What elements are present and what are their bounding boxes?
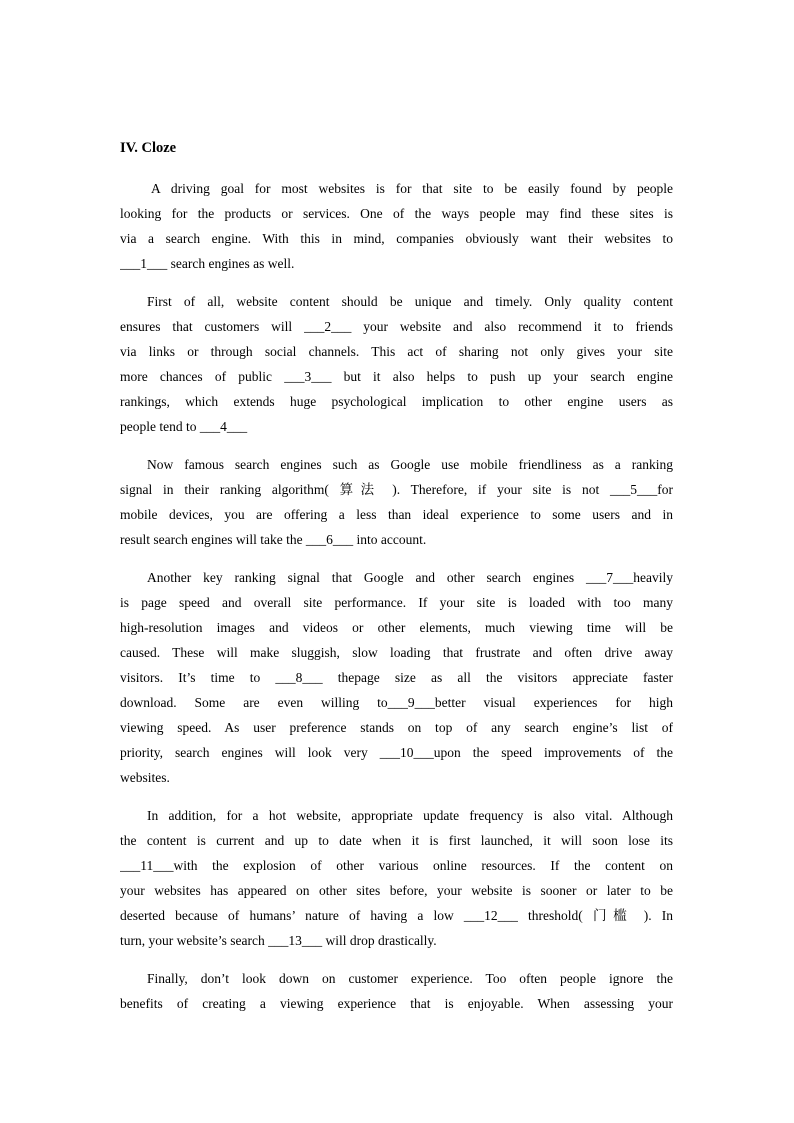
text-line: high-resolution images and videos or other elements, much viewing time will be	[120, 620, 673, 635]
text-line: viewing speed. As user preference stands on top of any search engine’s list of	[120, 720, 673, 735]
paragraph-4	[120, 565, 673, 790]
text-line: Now famous search engines such as Google use mobile friendliness as a ranking	[147, 457, 673, 472]
paragraph-2	[120, 289, 673, 439]
text-line: mobile devices, you are offering a less than ideal experience to some users and in	[120, 507, 673, 522]
text-line: via links or through social channels. This act of sharing not only gives your site	[120, 344, 673, 359]
text-line: websites.	[120, 770, 170, 785]
text-line: people tend to ___4___	[120, 419, 248, 434]
text-line: signal in their ranking algorithm( 算法 ). Therefore, if your site is not ___5___for	[120, 482, 673, 497]
text-line: deserted because of humans’ nature of having a low ___12___ threshold( 门槛 ). In	[120, 908, 673, 923]
text-line: download. Some are even willing to___9___better visual experiences for high	[120, 695, 673, 710]
text-line: A driving goal for most websites is for that site to be easily found by people	[151, 181, 673, 196]
text-line: caused. These will make sluggish, slow loading that frustrate and often drive away	[120, 645, 673, 660]
text-line: via a search engine. With this in mind, companies obviously want their websites to	[120, 231, 673, 246]
text-line: First of all, website content should be unique and timely. Only quality content	[147, 294, 673, 309]
text-line: Finally, don’t look down on customer experience. Too often people ignore the	[147, 971, 673, 986]
text-line: is page speed and overall site performance. If your site is loaded with too many	[120, 595, 673, 610]
text-line: benefits of creating a viewing experience that is enjoyable. When assessing your	[120, 996, 673, 1011]
text-line: rankings, which extends huge psychological implication to other engine users as	[120, 394, 673, 409]
text-line: ___1___ search engines as well.	[120, 256, 295, 271]
paragraph-3	[120, 452, 673, 552]
text-line: the content is current and up to date when it is first launched, it will soon lose its	[120, 833, 673, 848]
text-line: Another key ranking signal that Google and other search engines ___7___heavily	[147, 570, 673, 585]
text-line: In addition, for a hot website, appropriate update frequency is also vital. Although	[147, 808, 673, 823]
document-page	[120, 139, 673, 1029]
text-line: priority, search engines will look very ___10___upon the speed improvements of the	[120, 745, 673, 760]
text-line: turn, your website’s search ___13___ will drop drastically.	[120, 933, 437, 948]
text-line: more chances of public ___3___ but it also helps to push up your search engine	[120, 369, 673, 384]
text-line: result search engines will take the ___6___ into account.	[120, 532, 427, 547]
text-line: visitors. It’s time to ___8___ thepage size as all the visitors appreciate faster	[120, 670, 673, 685]
text-line: ensures that customers will ___2___ your website and also recommend it to friends	[120, 319, 673, 334]
paragraph-1	[120, 176, 673, 276]
paragraph-5	[120, 803, 673, 953]
text-line: ___11___with the explosion of other various online resources. If the content on	[120, 858, 673, 873]
section-heading: IV. Cloze	[120, 140, 177, 156]
text-line: looking for the products or services. One of the ways people may find these sites is	[120, 206, 673, 221]
text-line: your websites has appeared on other sites before, your website is sooner or later to be	[120, 883, 673, 898]
paragraph-6	[120, 966, 673, 1016]
